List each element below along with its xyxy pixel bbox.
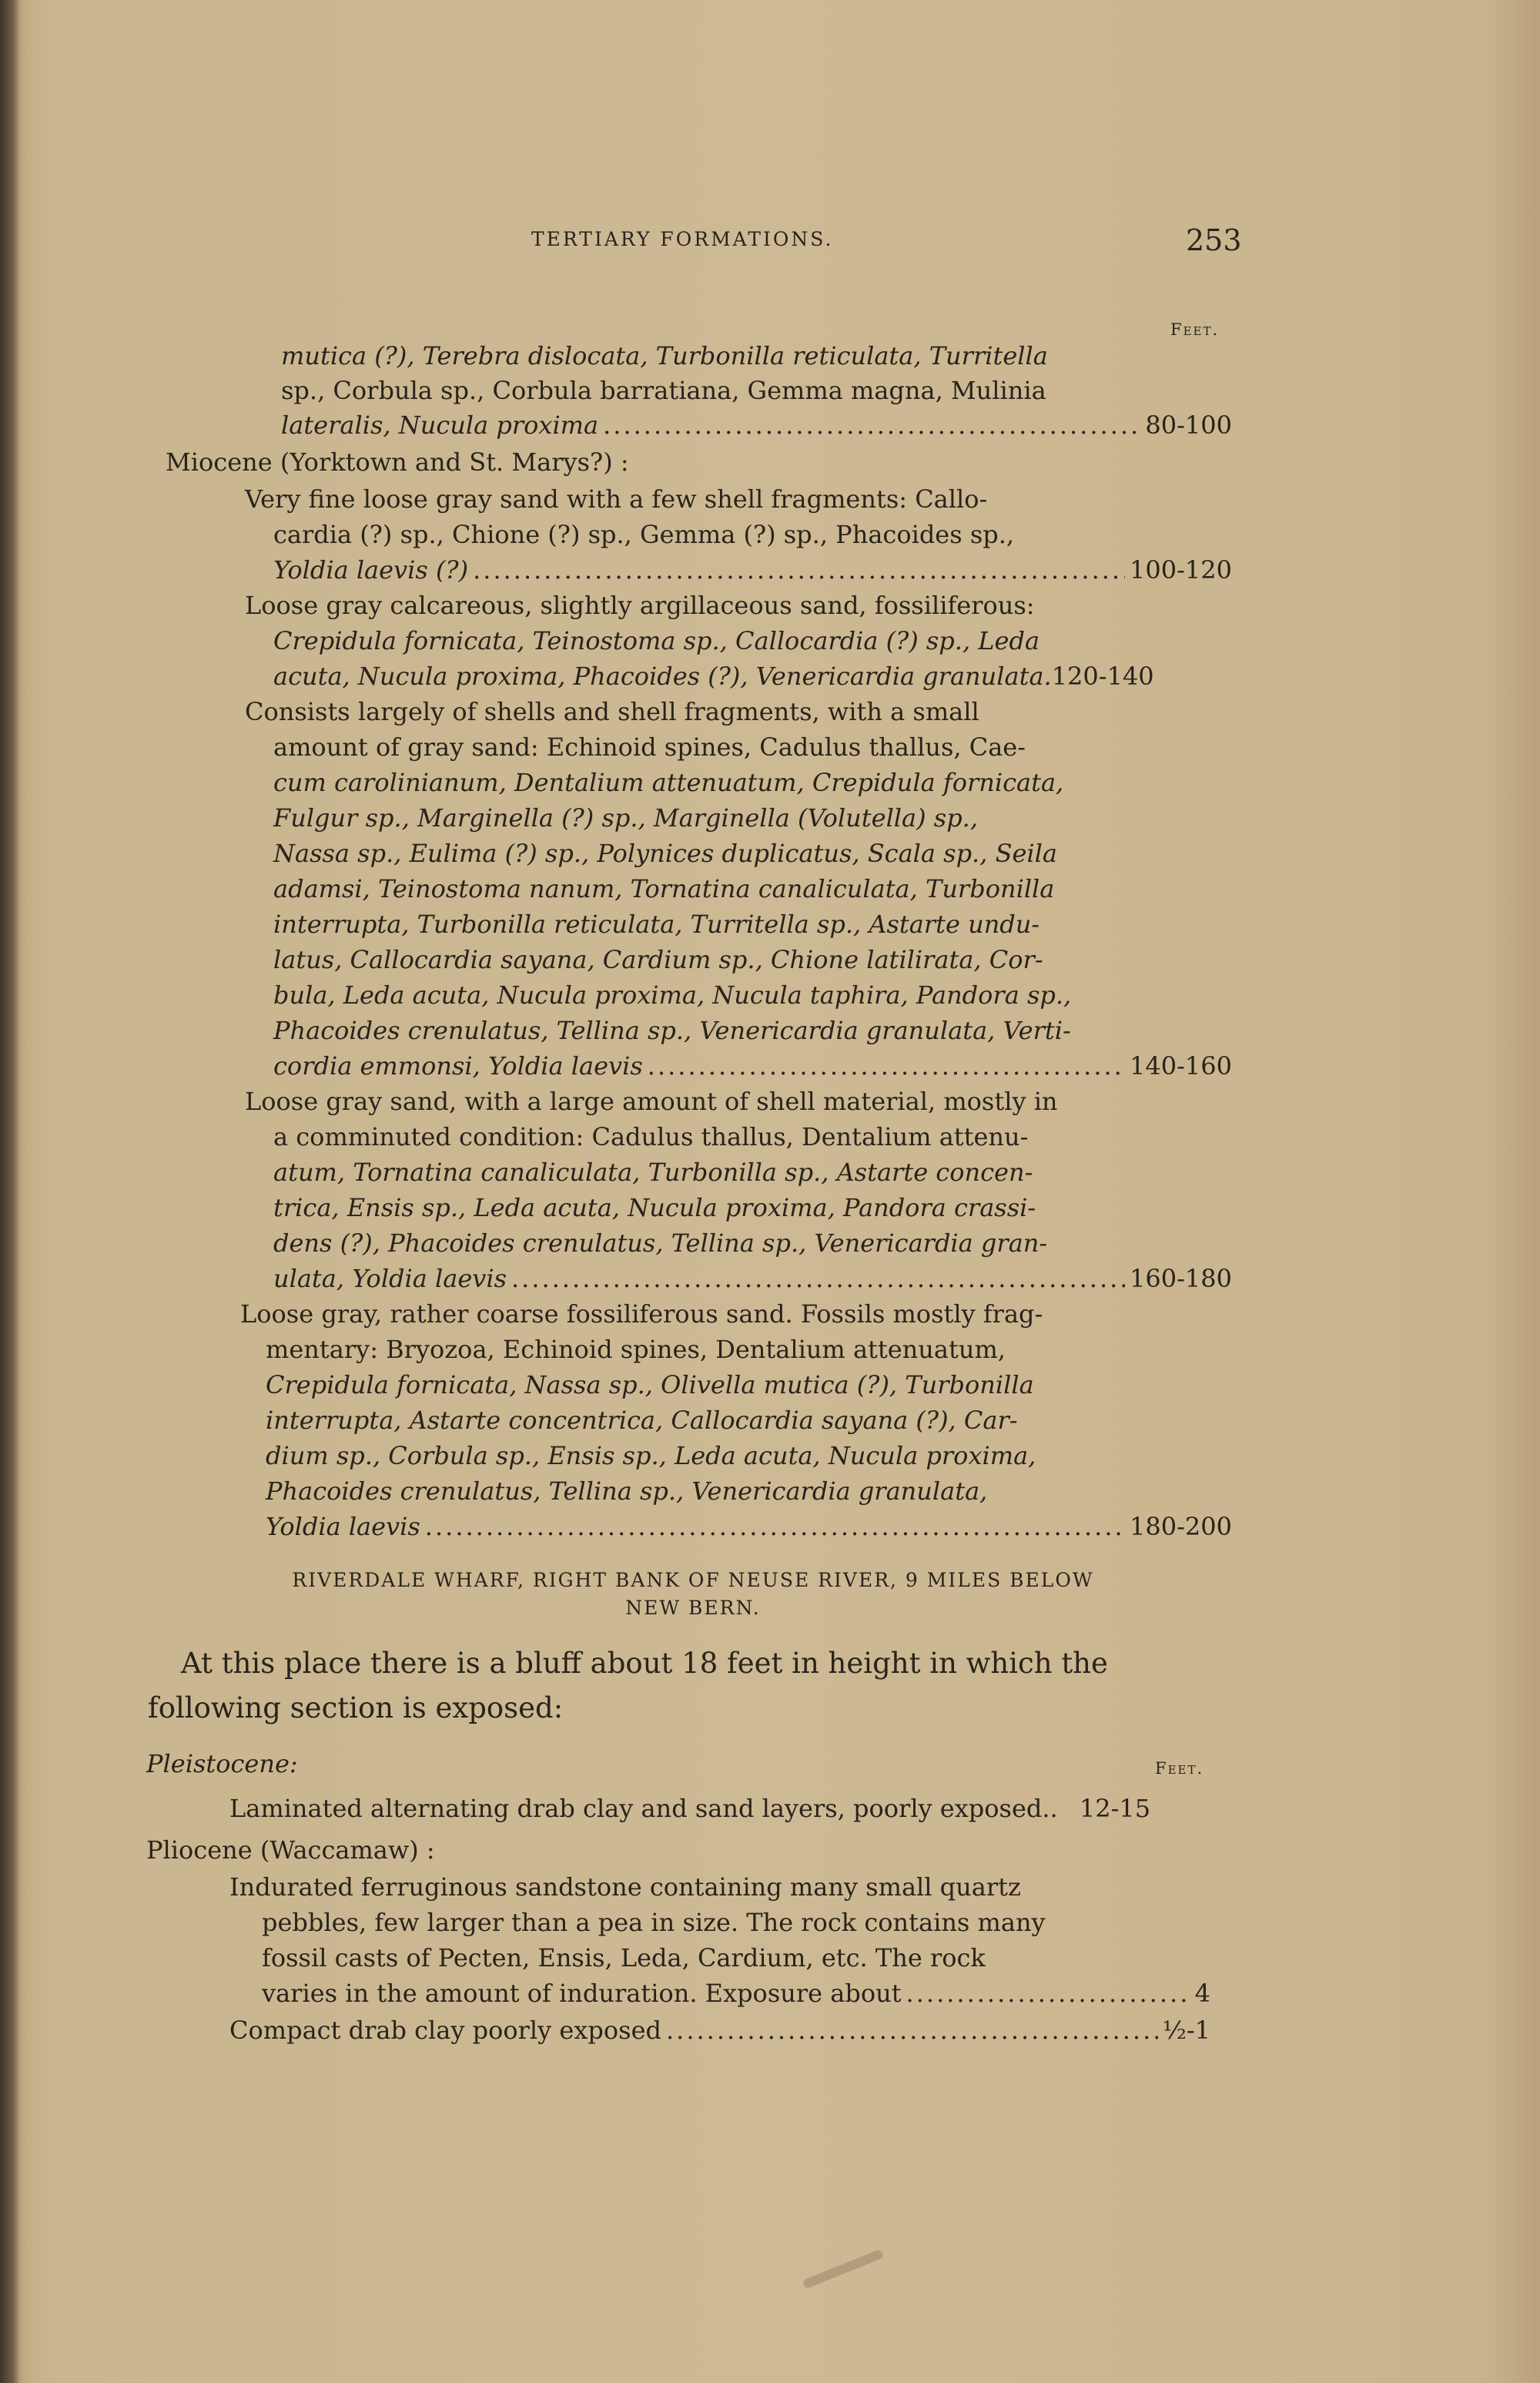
text-line: sp., Corbula sp., Corbula barratiana, Gemma magna, Mulinia bbox=[281, 376, 1046, 405]
depth-value: 100-120 bbox=[1130, 555, 1232, 585]
section-entry-last-line bbox=[273, 659, 1154, 693]
entry-text: lateralis, Nucula proxima bbox=[281, 411, 599, 440]
text-line: bula, Leda acuta, Nucula proxima, Nucula taphira, Pandora sp., bbox=[273, 980, 1072, 1010]
text-line: Phacoides crenulatus, Tellina sp., Venericardia granulata, Verti- bbox=[273, 1016, 1071, 1045]
depth-value: 80-100 bbox=[1145, 411, 1232, 440]
section-entry-line bbox=[229, 1791, 1150, 1825]
text-line: mentary: Bryozoa, Echinoid spines, Dentalium attenuatum, bbox=[266, 1335, 1006, 1364]
text-line: Indurated ferruginous sandstone containing many small quartz bbox=[229, 1872, 1021, 1902]
text-line: Crepidula fornicata, Nassa sp., Olivella mutica (?), Turbonilla bbox=[266, 1370, 1034, 1399]
text-line: Consists largely of shells and shell fragments, with a small bbox=[245, 697, 979, 726]
entry-text: varies in the amount of induration. Exposure about bbox=[262, 1979, 902, 2008]
leader-dots bbox=[511, 1262, 1125, 1295]
formation-label-pleistocene: Pleistocene: bbox=[146, 1749, 298, 1778]
section-entry-last-line bbox=[266, 1510, 1232, 1543]
depth-value: 12-15 bbox=[1079, 1794, 1151, 1823]
depth-value: 160-180 bbox=[1130, 1264, 1232, 1293]
text-line: a comminuted condition: Cadulus thallus, Dentalium attenu- bbox=[273, 1122, 1029, 1151]
text-line: Crepidula fornicata, Teinostoma sp., Callocardia (?) sp., Leda bbox=[273, 626, 1040, 655]
intro-paragraph-line: At this place there is a bluff about 18 feet in height in which the bbox=[181, 1647, 1108, 1680]
entry-text: Compact drab clay poorly exposed bbox=[229, 2016, 661, 2045]
leader-dots bbox=[603, 408, 1140, 442]
section-heading-continued: NEW BERN. bbox=[625, 1597, 761, 1619]
text-line: dens (?), Phacoides crenulatus, Tellina sp., Venericardia gran- bbox=[273, 1228, 1048, 1258]
running-title: TERTIARY FORMATIONS. bbox=[531, 228, 834, 250]
entry-text: cordia emmonsi, Yoldia laevis bbox=[273, 1051, 643, 1081]
depth-value: 120-140 bbox=[1051, 662, 1154, 691]
section-entry-last-line bbox=[273, 553, 1232, 587]
text-line: Fulgur sp., Marginella (?) sp., Marginella (Volutella) sp., bbox=[273, 803, 979, 833]
page-header bbox=[0, 223, 1540, 262]
text-line: atum, Tornatina canaliculata, Turbonilla sp., Astarte concen- bbox=[273, 1158, 1033, 1187]
depth-value: 180-200 bbox=[1130, 1512, 1232, 1541]
text-line: pebbles, few larger than a pea in size. The rock contains many bbox=[262, 1908, 1046, 1937]
entry-text: ulata, Yoldia laevis bbox=[273, 1264, 507, 1293]
leader-dots bbox=[425, 1510, 1125, 1543]
leader-dots bbox=[666, 2013, 1158, 2047]
text-line: fossil casts of Pecten, Ensis, Leda, Cardium, etc. The rock bbox=[262, 1943, 986, 1972]
text-line: Nassa sp., Eulima (?) sp., Polynices duplicatus, Scala sp., Seila bbox=[273, 839, 1057, 868]
leader-dots bbox=[648, 1049, 1125, 1083]
entry-text: acuta, Nucula proxima, Phacoides (?), Venericardia granulata. bbox=[273, 662, 1052, 691]
leader-dots bbox=[906, 1976, 1190, 2010]
section-entry-last-line bbox=[229, 2013, 1210, 2047]
text-line: Very fine loose gray sand with a few shell fragments: Callo- bbox=[245, 484, 988, 514]
section-heading: RIVERDALE WHARF, RIGHT BANK OF NEUSE RIVER, 9 MILES BELOW bbox=[292, 1569, 1094, 1591]
depth-value: 140-160 bbox=[1130, 1051, 1232, 1081]
formation-label-miocene: Miocene (Yorktown and St. Marys?) : bbox=[166, 447, 629, 477]
text-line: Loose gray sand, with a large amount of shell material, mostly in bbox=[245, 1087, 1058, 1116]
section-entry-last-line bbox=[273, 1262, 1232, 1295]
text-line: latus, Callocardia sayana, Cardium sp., Chione latilirata, Cor- bbox=[273, 945, 1043, 974]
text-line: Loose gray calcareous, slightly argillaceous sand, fossiliferous: bbox=[245, 591, 1035, 620]
section-entry-last-line bbox=[262, 1976, 1210, 2010]
text-line: cardia (?) sp., Chione (?) sp., Gemma (?) sp., Phacoides sp., bbox=[273, 520, 1015, 549]
text-line: adamsi, Teinostoma nanum, Tornatina canaliculata, Turbonilla bbox=[273, 874, 1055, 903]
text-line: interrupta, Astarte concentrica, Callocardia sayana (?), Car- bbox=[266, 1406, 1018, 1435]
text-line: Phacoides crenulatus, Tellina sp., Venericardia granulata, bbox=[266, 1476, 988, 1506]
text-line: Loose gray, rather coarse fossiliferous sand. Fossils mostly frag- bbox=[240, 1299, 1043, 1329]
unit-label-feet: Feet. bbox=[1170, 320, 1220, 339]
text-line: amount of gray sand: Echinoid spines, Cadulus thallus, Cae- bbox=[273, 732, 1026, 762]
unit-label-feet: Feet. bbox=[1155, 1759, 1204, 1778]
book-spine-shadow bbox=[0, 0, 20, 2383]
text-line: trica, Ensis sp., Leda acuta, Nucula proxima, Pandora crassi- bbox=[273, 1193, 1036, 1222]
page-number: 253 bbox=[1186, 223, 1242, 257]
formation-label-pliocene: Pliocene (Waccamaw) : bbox=[146, 1835, 435, 1865]
paper-stain bbox=[802, 2249, 884, 2289]
leader-dots bbox=[473, 553, 1125, 587]
section-entry-last-line bbox=[281, 408, 1232, 442]
section-entry-last-line bbox=[273, 1049, 1232, 1083]
entry-text: Laminated alternating drab clay and sand layers, poorly exposed.. bbox=[229, 1794, 1058, 1823]
text-line: interrupta, Turbonilla reticulata, Turritella sp., Astarte undu- bbox=[273, 910, 1040, 939]
entry-text: Yoldia laevis (?) bbox=[273, 555, 469, 585]
depth-value: ½-1 bbox=[1162, 2016, 1210, 2045]
text-line: cum carolinianum, Dentalium attenuatum, Crepidula fornicata, bbox=[273, 768, 1064, 797]
intro-paragraph-line: following section is exposed: bbox=[148, 1691, 564, 1724]
entry-text: Yoldia laevis bbox=[266, 1512, 420, 1541]
text-line: dium sp., Corbula sp., Ensis sp., Leda acuta, Nucula proxima, bbox=[266, 1441, 1036, 1470]
text-line: mutica (?), Terebra dislocata, Turbonilla reticulata, Turritella bbox=[281, 341, 1048, 370]
depth-value: 4 bbox=[1194, 1979, 1210, 2008]
